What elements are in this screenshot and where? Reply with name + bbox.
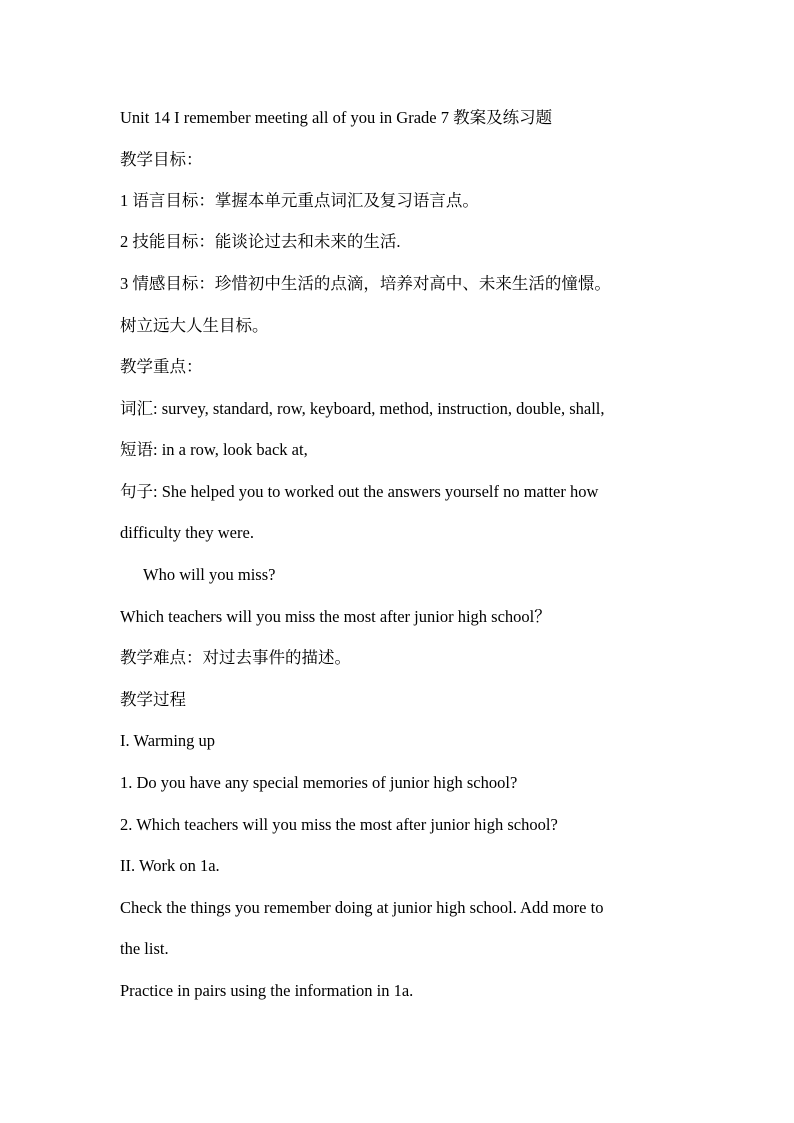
section-heading-objectives: 教学目标： bbox=[120, 150, 203, 169]
objective-language: 1 语言目标：掌握本单元重点词汇及复习语言点。 bbox=[120, 191, 479, 210]
objective-skills: 2 技能目标：能谈论过去和未来的生活. bbox=[120, 232, 401, 251]
objective-emotion-continued: 树立远大人生目标。 bbox=[120, 316, 269, 335]
step-warming-up: I. Warming up bbox=[120, 731, 216, 750]
key-points-vocabulary: 词汇: survey, standard, row, keyboard, method, instruction, double, shall, bbox=[120, 399, 605, 418]
section-heading-key-points: 教学重点： bbox=[120, 357, 203, 376]
key-points-phrases: 短语: in a row, look back at, bbox=[120, 440, 308, 459]
warming-up-question-2: 2. Which teachers will you miss the most after junior high school? bbox=[120, 815, 558, 834]
instruction-check-continued: the list. bbox=[120, 939, 169, 958]
section-heading-difficulties: 教学难点：对过去事件的描述。 bbox=[120, 648, 351, 667]
section-heading-procedure: 教学过程 bbox=[120, 690, 186, 709]
example-sentence-1: Who will you miss? bbox=[143, 565, 276, 584]
warming-up-question-1: 1. Do you have any special memories of junior high school? bbox=[120, 773, 518, 792]
document-title: Unit 14 I remember meeting all of you in Grade 7 教案及练习题 bbox=[120, 108, 553, 127]
example-sentence-2: Which teachers will you miss the most after junior high school？ bbox=[120, 607, 551, 626]
key-points-sentences-continued: difficulty they were. bbox=[120, 523, 254, 542]
objective-emotion: 3 情感目标：珍惜初中生活的点滴，培养对高中、未来生活的憧憬。 bbox=[120, 274, 611, 293]
instruction-practice: Practice in pairs using the information in 1a. bbox=[120, 981, 414, 1000]
step-work-on-1a: II. Work on 1a. bbox=[120, 856, 220, 875]
instruction-check: Check the things you remember doing at junior high school. Add more to bbox=[120, 898, 604, 917]
key-points-sentences: 句子: She helped you to worked out the answers yourself no matter how bbox=[120, 482, 599, 501]
